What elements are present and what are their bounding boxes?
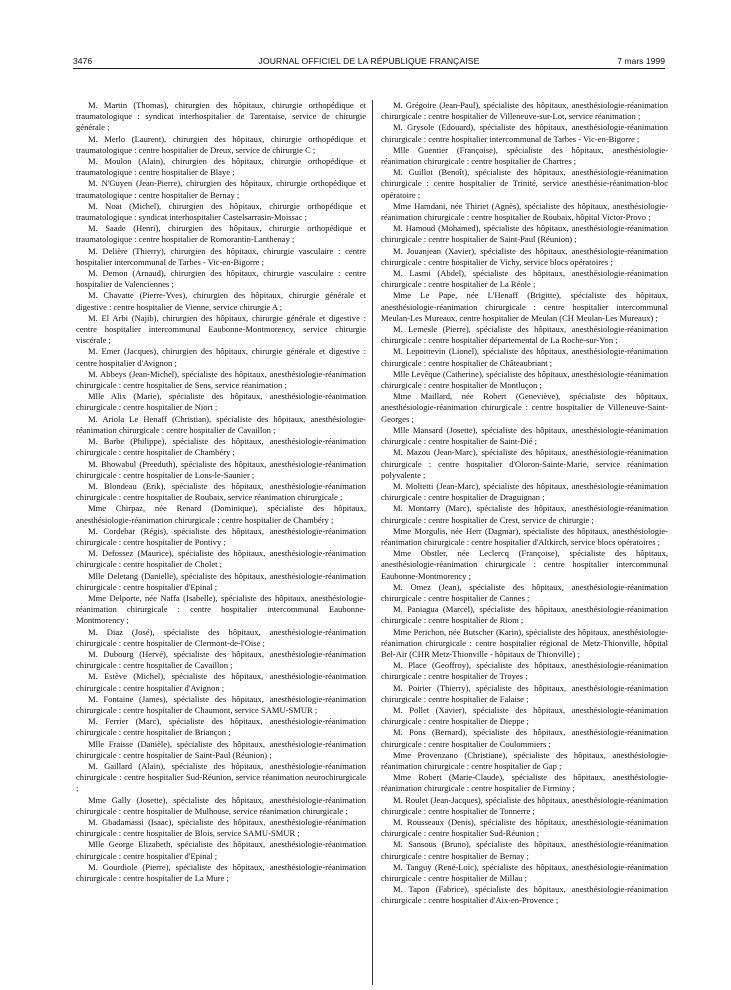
appointment-entry: Mme Robert (Marie-Claude), spécialiste des hôpitaux, anesthésiologie-réanimation chirurgicale : centre hospitalier de Firminy ; bbox=[381, 772, 668, 794]
appointment-entry: M. Chavatte (Pierre-Yves), chirurgien des hôpitaux, chirurgie générale et digestive : centre hospitalier de Vienne, service chirurgie A ; bbox=[76, 290, 366, 312]
appointment-entry: M. Cordebar (Régis), spécialiste des hôpitaux, anesthésiologie-réanimation chirurgicale : centre hospitalier de Pontivy ; bbox=[76, 525, 366, 547]
column-divider bbox=[372, 100, 373, 985]
appointment-entry: M. Mazou (Jean-Marc), spécialiste des hôpitaux, anesthésiologie-réanimation chirurgicale : centre hospitalier d'Oloron-Sainte-Marie, service réanimation polyvalente ; bbox=[381, 447, 668, 480]
appointment-entry: M. Bhowabul (Preeduth), spécialiste des hôpitaux, anesthésiologie-réanimation chirurgicale : centre hospitalier de Lons-le-Saunier ; bbox=[76, 458, 366, 480]
page-number: 3476 bbox=[73, 56, 93, 66]
issue-date: 7 mars 1999 bbox=[617, 56, 665, 66]
appointment-entry: M. Diaz (José), spécialiste des hôpitaux, anesthésiologie-réanimation chirurgicale : centre hospitalier de Clermont-de-l'Oise ; bbox=[76, 626, 366, 648]
left-column bbox=[76, 100, 366, 990]
appointment-entry: M. Lasmi (Abdel), spécialiste des hôpitaux, anesthésiologie-réanimation chirurgicale : centre hospitalier de La Réole ; bbox=[381, 268, 668, 290]
appointment-entry: M. El Arbi (Najib), chirurgien des hôpitaux, chirurgie générale et digestive : centre hospitalier intercommunal Eaubonne-Montmorency, service chirurgie viscérale ; bbox=[76, 312, 366, 346]
appointment-entry: Mme Chirpaz, née Renard (Dominique), spécialiste des hôpitaux, anesthésiologie-réanimation chirurgicale : centre hospitalier de Chambéry ; bbox=[76, 503, 366, 525]
header-rule bbox=[73, 68, 665, 69]
appointment-entry: M. Sansous (Bruno), spécialiste des hôpitaux, anesthésiologie-réanimation chirurgicale : centre hospitalier de Bernay ; bbox=[381, 839, 668, 861]
right-column bbox=[381, 100, 668, 990]
appointment-entry: M. Merlo (Laurent), chirurgien des hôpitaux, chirurgie orthopédique et traumatologique : centre hospitalier de Dreux, service de chirurgie C ; bbox=[76, 133, 366, 155]
appointment-entry: Mme Maillard, née Robert (Geneviève), spécialiste des hôpitaux, anesthésiologie-réanimation chirurgicale : centre hospitalier de Villeneuve-Saint-Georges ; bbox=[381, 391, 668, 424]
appointment-entry: M. Saade (Henri), chirurgien des hôpitaux, chirurgie orthopédique et traumatologique : centre hospitalier de Romorantin-Lanthenay ; bbox=[76, 223, 366, 245]
appointment-entry: M. Gourdiole (Pierre), spécialiste des hôpitaux, anesthésiologie-réanimation chirurgicale : centre hospitalier de La Mure ; bbox=[76, 861, 366, 884]
appointment-entry: M. Blondeau (Erik), spécialiste des hôpitaux, anesthésiologie-réanimation chirurgicale : centre hospitalier de Roubaix, service réanimation chirurgicale ; bbox=[76, 480, 366, 503]
appointment-entry: M. Omez (Jean), spécialiste des hôpitaux, anesthésiologie-réanimation chirurgicale : centre hospitalier de Cannes ; bbox=[381, 581, 668, 603]
appointment-entry: Mme Hamdani, née Thiriet (Agnès), spécialiste des hôpitaux, anesthésiologie-réanimation chirurgicale : centre hospitalier de Roubaix, hôpital Victor-Provo ; bbox=[381, 200, 668, 223]
appointment-entry: M. Rousseaux (Denis), spécialiste des hôpitaux, anesthésiologie-réanimation chirurgicale : centre hospitalier Sud-Réunion ; bbox=[381, 817, 668, 839]
appointment-entry: M. Fontaine (James), spécialiste des hôpitaux, anesthésiologie-réanimation chirurgicale : centre hospitalier de Chaumont, service SAMU-SMUR ; bbox=[76, 693, 366, 715]
appointment-entry: M. Moulon (Alain), chirurgien des hôpitaux, chirurgie orthopédique et traumatologique : centre hospitalier de Blaye ; bbox=[76, 156, 366, 178]
appointment-entry: M. Moltetti (Jean-Marc), spécialiste des hôpitaux, anesthésiologie-réanimation chirurgicale : centre hospitalier de Draguignan ; bbox=[381, 480, 668, 503]
appointment-entry: M. Defossez (Maurice), spécialiste des hôpitaux, anesthésiologie-réanimation chirurgicale : centre hospitalier de Cholet ; bbox=[76, 548, 366, 570]
appointment-entry: M. Poirier (Thierry), spécialiste des hôpitaux, anesthésiologie-réanimation chirurgicale : centre hospitalier de Falaise ; bbox=[381, 682, 668, 704]
appointment-entry: M. Gbadamassi (Isaac), spécialiste des hôpitaux, anesthésiologie-réanimation chirurgicale : centre hospitalier de Blois, service SAMU-SMUR ; bbox=[76, 817, 366, 839]
appointment-entry: Mlle Alix (Marie), spécialiste des hôpitaux, anesthésiologie-réanimation chirurgicale : centre hospitalier de Niort ; bbox=[76, 391, 366, 413]
appointment-entry: M. Demon (Arnaud), chirurgien des hôpitaux, chirurgie vasculaire : centre hospitalier de Valenciennes ; bbox=[76, 268, 366, 290]
appointment-entry: M. Grégoire (Jean-Paul), spécialiste des hôpitaux, anesthésiologie-réanimation chirurgicale : centre hospitalier de Villeneuve-sur-Lot, service réanimation ; bbox=[381, 100, 668, 122]
appointment-entry: Mme Morgulis, née Herr (Dagmar), spécialiste des hôpitaux, anesthésiologie-réanimation chirurgicale : centre hospitalier d'Altkirch, service blocs opératoires ; bbox=[381, 525, 668, 547]
appointment-entry: Mlle Levêque (Catherine), spécialiste des hôpitaux, anesthésiologie-réanimation chirurgicale : centre hospitalier de Montluçon ; bbox=[381, 368, 668, 391]
appointment-entry: M. Dubourg (Hervé), spécialiste des hôpitaux, anesthésiologie-réanimation chirurgicale : centre hospitalier de Cavaillon ; bbox=[76, 648, 366, 671]
appointment-entry: Mme Le Pape, née L'Henaff (Brigitte), spécialiste des hôpitaux, anesthésiologie-réanimation chirurgicale : centre hospitalier intercommunal Meulan-Les Mureaux, centre hospitalier de Meulan (CH Meulan-Les Mureaux) ; bbox=[381, 290, 668, 323]
appointment-entry: M. Grysole (Edouard), spécialiste des hôpitaux, anesthésiologie-réanimation chirurgicale : centre hospitalier intercommunal de Tarbes - Vic-en-Bigorre ; bbox=[381, 122, 668, 144]
appointment-entry: M. Jouanjean (Xavier), spécialiste des hôpitaux, anesthésiologie-réanimation chirurgicale : centre hospitalier de Vichy, service blocs opératoires ; bbox=[381, 245, 668, 267]
appointment-entry: M. Lemesle (Pierre), spécialiste des hôpitaux, anesthésiologie-réanimation chirurgicale : centre hospitalier départemental de La Roche-sur-Yon ; bbox=[381, 324, 668, 346]
appointment-entry: Mlle George Elizabeth, spécialiste des hôpitaux, anesthésiologie-réanimation chirurgicale : centre hospitalier d'Epinal ; bbox=[76, 839, 366, 861]
appointment-entry: Mme Perichon, née Butscher (Karin), spécialiste des hôpitaux, anesthésiologie-réanimation chirurgicale : centre hospitalier régional de Metz-Thionville, hôpital Bel-Air (CHR Metz-Thionville - hôpitaux de Thionville) ; bbox=[381, 626, 668, 659]
appointment-entry: M. Place (Geoffroy), spécialiste des hôpitaux, anesthésiologie-réanimation chirurgicale : centre hospitalier de Troyes ; bbox=[381, 660, 668, 682]
appointment-entry: M. Ariola Le Henaff (Christian), spécialiste des hôpitaux, anesthésiologie-réanimation chirurgicale : centre hospitalier de Cavaillon ; bbox=[76, 413, 366, 435]
appointment-entry: M. Pons (Bernard), spécialiste des hôpitaux, anesthésiologie-réanimation chirurgicale : centre hospitalier de Coulommiers ; bbox=[381, 727, 668, 749]
appointment-entry: Mme Gally (Josette), spécialiste des hôpitaux, anesthésiologie-réanimation chirurgicale : centre hospitalier de Mulhouse, service réanimation chirurgicale ; bbox=[76, 794, 366, 816]
appointment-entry: M. Barbe (Philippe), spécialiste des hôpitaux, anesthésiologie-réanimation chirurgicale : centre hospitalier de Chambéry ; bbox=[76, 436, 366, 458]
appointment-entry: M. Delière (Thierry), chirurgien des hôpitaux, chirurgie vasculaire : centre hospitalier intercommunal de Tarbes - Vic-en-Bigorre ; bbox=[76, 245, 366, 267]
appointment-entry: Mme Obstler, née Leclercq (Françoise), spécialiste des hôpitaux, anesthésiologie-réanimation chirurgicale : centre hospitalier intercommunal Eaubonne-Montmorency ; bbox=[381, 548, 668, 581]
appointment-entry: M. N'Guyen (Jean-Pierre), chirurgien des hôpitaux, chirurgie orthopédique et traumatologique : centre hospitalier de Bernay ; bbox=[76, 178, 366, 200]
appointment-entry: Mlle Deletang (Danielle), spécialiste des hôpitaux, anesthésiologie-réanimation chirurgicale : centre hospitalier d'Epinal ; bbox=[76, 570, 366, 592]
appointment-entry: M. Abbeys (Jean-Michel), spécialiste des hôpitaux, anesthésiologie-réanimation chirurgicale : centre hospitalier de Sens, service réanimation ; bbox=[76, 368, 366, 391]
appointment-entry: M. Pollet (Xavier), spécialiste des hôpitaux, anesthésiologie-réanimation chirurgicale : centre hospitalier de Dieppe ; bbox=[381, 704, 668, 727]
appointment-entry: M. Roulet (Jean-Jacques), spécialiste des hôpitaux, anesthésiologie-réanimation chirurgicale : centre hospitalier de Tonnerre ; bbox=[381, 794, 668, 816]
appointment-entry: M. Emer (Jacques), chirurgien des hôpitaux, chirurgie générale et digestive : centre hospitalier d'Avignon ; bbox=[76, 346, 366, 368]
appointment-entry: Mme Delporte, née Naffa (Isabelle), spécialiste des hôpitaux, anesthésiologie-réanimation chirurgicale : centre hospitalier intercommunal Eaubonne-Montmorency ; bbox=[76, 592, 366, 626]
appointment-entry: M. Tapon (Fabrice), spécialiste des hôpitaux, anesthésiologie-réanimation chirurgicale : centre hospitalier d'Aix-en-Provence ; bbox=[381, 884, 668, 906]
appointment-entry: M. Hamoud (Mohamed), spécialiste des hôpitaux, anesthésiologie-réanimation chirurgicale : centre hospitalier de Saint-Paul (Réunion) ; bbox=[381, 223, 668, 245]
appointment-entry: M. Tanguy (René-Loïc), spécialiste des hôpitaux, anesthésiologie-réanimation chirurgicale : centre hospitalier de Millau ; bbox=[381, 861, 668, 884]
appointment-entry: M. Gaillard (Alain), spécialiste des hôpitaux, anesthésiologie-réanimation chirurgicale : centre hospitalier Sud-Réunion, service réanimation neurochirurgicale ; bbox=[76, 760, 366, 794]
appointment-entry: Mlle Guentier (Françoise), spécialiste des hôpitaux, anesthésiologie-réanimation chirurgicale : centre hospitalier de Chartres ; bbox=[381, 144, 668, 167]
appointment-entry: M. Estève (Michel), spécialiste des hôpitaux, anesthésiologie-réanimation chirurgicale : centre hospitalier d'Avignon ; bbox=[76, 671, 366, 693]
appointment-entry: Mlle Fraisse (Danièle), spécialiste des hôpitaux, anesthésiologie-réanimation chirurgicale : centre hospitalier de Saint-Paul (Réunion) ; bbox=[76, 738, 366, 760]
appointment-entry: M. Paniagua (Marcel), spécialiste des hôpitaux, anesthésiologie-réanimation chirurgicale : centre hospitalier de Riom ; bbox=[381, 604, 668, 626]
appointment-entry: M. Martin (Thomas), chirurgien des hôpitaux, chirurgie orthopédique et traumatologique : syndicat interhospitalier de Tarentaise, service de chirurgie générale ; bbox=[76, 100, 366, 133]
journal-title: JOURNAL OFFICIEL DE LA RÉPUBLIQUE FRANÇAISE bbox=[258, 56, 480, 66]
appointment-entry: M. Guillot (Benoît), spécialiste des hôpitaux, anesthésiologie-réanimation chirurgicale : centre hospitalier de Trinité, service anesthésie-réanimation-bloc opératoire ; bbox=[381, 167, 668, 200]
appointment-entry: Mlle Mansard (Josette), spécialiste des hôpitaux, anesthésiologie-réanimation chirurgicale : centre hospitalier de Saint-Dié ; bbox=[381, 424, 668, 447]
appointment-entry: M. Lepoittevin (Lionel), spécialiste des hôpitaux, anesthésiologie-réanimation chirurgicale : centre hospitalier de Châteaubriant ; bbox=[381, 346, 668, 368]
appointment-entry: M. Montarry (Marc), spécialiste des hôpitaux, anesthésiologie-réanimation chirurgicale : centre hospitalier de Crest, service de chirurgie ; bbox=[381, 503, 668, 525]
appointment-entry: M. Noat (Michel), chirurgien des hôpitaux, chirurgie orthopédique et traumatologique : syndicat interhospitalier Castelsarrasin-Moissac ; bbox=[76, 200, 366, 223]
appointment-entry: Mme Provenzano (Christiane), spécialiste des hôpitaux, anesthésiologie-réanimation chirurgicale : centre hospitalier de Gap ; bbox=[381, 749, 668, 771]
appointment-entry: M. Ferrier (Marc), spécialiste des hôpitaux, anesthésiologie-réanimation chirurgicale : centre hospitalier de Briançon ; bbox=[76, 716, 366, 738]
